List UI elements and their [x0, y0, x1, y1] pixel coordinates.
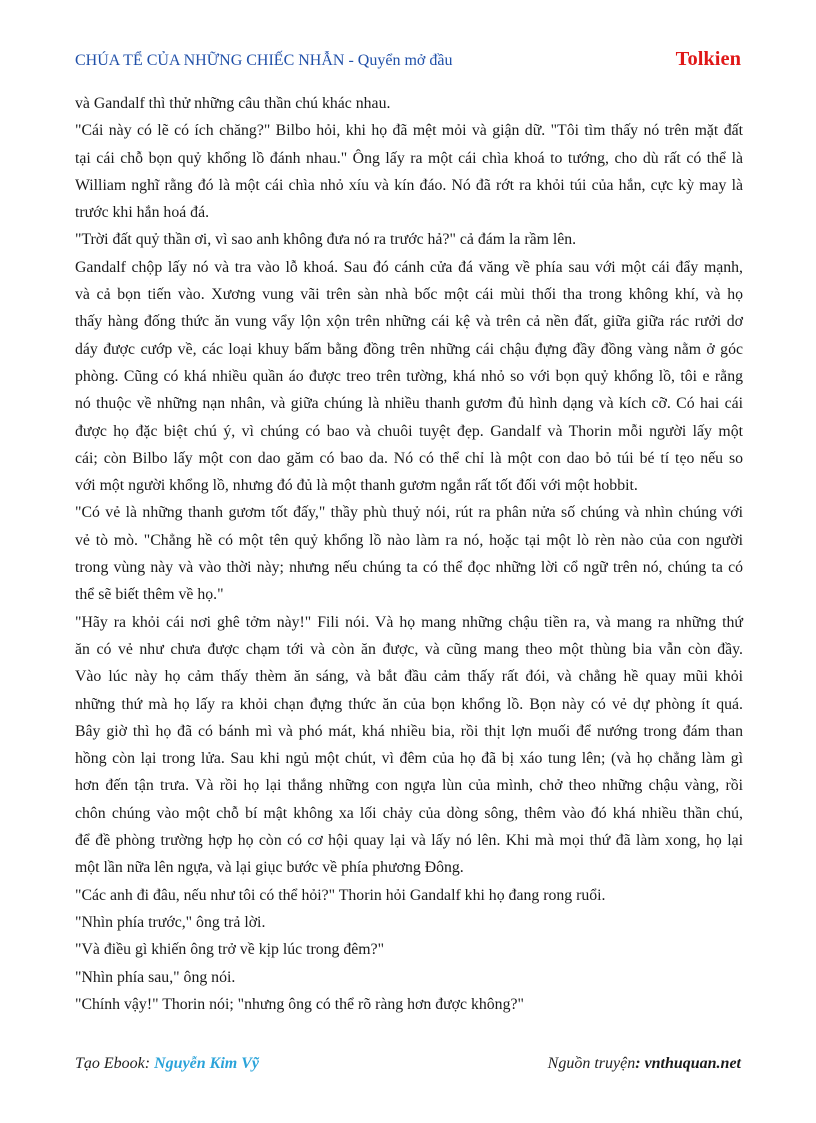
- text-line: "Nhìn phía sau," ông nói.: [75, 968, 236, 986]
- ebook-label: Tạo Ebook: [75, 1055, 145, 1072]
- text-line: Gandalf chộp lấy nó và tra vào lỗ khoá. Sau đó cánh cửa đá văng về phía sau với một cái đẩy mạnh,: [75, 258, 743, 276]
- ebook-creator: Nguyễn Kim Vỹ: [154, 1055, 259, 1072]
- source-label: Nguồn truyện: [547, 1055, 636, 1072]
- page-body: [75, 90, 743, 1018]
- text-line: thấy hàng đống thức ăn vung vẩy lộn xộn trên những cái kệ và trên cả nền đất, giữa giữa rác rưởi dơ: [75, 313, 743, 331]
- text-line: "Trời đất quỷ thần ơi, vì sao anh không đưa nó ra trước hả?" cả đám la rầm lên.: [75, 231, 577, 249]
- author-name: Tolkien: [675, 48, 741, 70]
- page-footer: [75, 1055, 741, 1077]
- text-line: "Và điều gì khiến ông trở về kịp lúc trong đêm?": [75, 941, 385, 959]
- text-line: tại cái chỗ bọn quỷ khổng lồ đánh nhau." Ông lấy ra một cái chìa khoá to tướng, cho dù rất có thể là: [75, 149, 743, 167]
- source-credit: [548, 1055, 741, 1073]
- text-line: "Cái này có lẽ có ích chăng?" Bilbo hỏi, khi họ đã mệt mỏi và giận dữ. "Tôi tìm thấy nó trên mặt đất: [75, 122, 743, 140]
- text-line: một lần nữa lên ngựa, và lại giục bước về phía phương Đông.: [75, 859, 464, 877]
- source-separator: :: [635, 1055, 645, 1072]
- text-line: ăn có vẻ như chưa được chạm tới và còn ăn được, và cũng mang theo một thùng bia vẫn còn đầy.: [75, 640, 743, 658]
- text-line: với một người khổng lồ, nhưng đó đủ là một thanh gươm ngắn rất tốt đối với một hobbit.: [75, 477, 638, 495]
- text-line: những thứ mà họ lấy ra khỏi chạn đựng thức ăn của bọn khổng lồ. Bọn này có vẻ dự phòng ít quá.: [75, 695, 743, 713]
- text-line: "Hãy ra khỏi cái nơi ghê tởm này!" Fili nói. Và họ mang những chậu tiền ra, và mang ra những thứ: [75, 613, 743, 631]
- ebook-separator: :: [144, 1055, 155, 1072]
- book-title: CHÚA TỂ CỦA NHỮNG CHIẾC NHẪN - Quyển mở đầu: [75, 52, 453, 69]
- text-line: Vào lúc này họ cảm thấy thèm ăn sáng, và bắt đầu cảm thấy rất đói, và chẳng hề quay mũi khỏi: [75, 668, 743, 686]
- text-line: nó thuộc về những nạn nhân, và giữa chúng là nhiều thanh gươm đủ hình dạng và kích cỡ. Có hai cái: [75, 395, 743, 413]
- ebook-credit: [75, 1055, 259, 1073]
- text-line: William nghĩ rằng đó là một cái chìa nhỏ xíu và kín đáo. Nó đã rớt ra khỏi túi của hắn, cực kỳ may là: [75, 176, 743, 194]
- text-line: phòng. Cũng có khá nhiều quần áo được treo trên tường, khá nhỏ so với bọn quỷ khổng lồ, tôi e rằng: [75, 367, 743, 385]
- source-site: vnthuquan.net: [644, 1055, 741, 1072]
- text-line: cái; còn Bilbo lấy một con dao găm có bao da. Nó có thể chỉ là một con dao bỏ túi bé tí tẹo nếu so: [75, 449, 743, 467]
- text-line: được họ đặc biệt chú ý, vì chúng có bao và chuôi tuyệt đẹp. Gandalf và Thorin mỗi người lấy một: [75, 422, 743, 440]
- text-line: vẻ tò mò. "Chẳng hề có một tên quỷ khổng lồ nào làm ra nó, hoặc tại một lò rèn nào của con người: [75, 531, 743, 549]
- text-line: hơn đến tận trưa. Và rồi họ lại thắng những con ngựa lùn của mình, chở theo những chậu vàng, rồi: [75, 777, 743, 795]
- text-line: hồng còn lại trong lửa. Sau khi ngủ một chút, vì đêm của họ đã bị xáo tung lên; (và họ chẳng làm gì: [75, 750, 743, 768]
- text-line: trong vùng này và vào thời này; nhưng nếu chúng ta có thể đọc những lời cổ ngữ trên nó, chúng ta có: [75, 559, 743, 577]
- text-line: "Các anh đi đâu, nếu như tôi có thể hỏi?" Thorin hỏi Gandalf khi họ đang rong ruổi.: [75, 886, 606, 904]
- text-line: thể sẽ biết thêm về họ.": [75, 586, 224, 604]
- text-line: Bây giờ thì họ đã có bánh mì và phó mát, khá nhiều bia, rồi thịt lợn muối để nướng trong đám than: [75, 722, 743, 740]
- text-line: và cả bọn tiến vào. Xương vung vãi trên sàn nhà bốc một cái mùi thối tha trong không khí, và họ: [75, 286, 743, 304]
- text-line: "Chính vậy!" Thorin nói; "nhưng ông có thể rõ ràng hơn được không?": [75, 995, 524, 1013]
- text-line: và Gandalf thì thử những câu thần chú khác nhau.: [75, 95, 391, 112]
- text-line: trước khi hắn hoá đá.: [75, 204, 210, 222]
- text-line: "Nhìn phía trước," ông trả lời.: [75, 913, 266, 931]
- text-line: chôn chúng vào một chỗ bí mật không xa lối chảy của dòng sông, thêm vào đó khá nhiều thần chú,: [75, 804, 743, 822]
- text-line: "Có vẻ là những thanh gươm tốt đấy," thầy phù thuỷ nói, rút ra phân nửa số chúng và nhìn chúng với: [75, 504, 743, 522]
- text-line: dáy được cướp về, các loại khuy bấm bằng đồng trên những cái chậu đựng đầy đồng vàng nằm ở góc: [75, 340, 743, 358]
- text-line: để đề phòng trường hợp họ còn có cơ hội quay lại và lấy nó lên. Khi mà mọi thứ đã làm xong, họ lại: [75, 832, 743, 850]
- page-header: [75, 48, 741, 78]
